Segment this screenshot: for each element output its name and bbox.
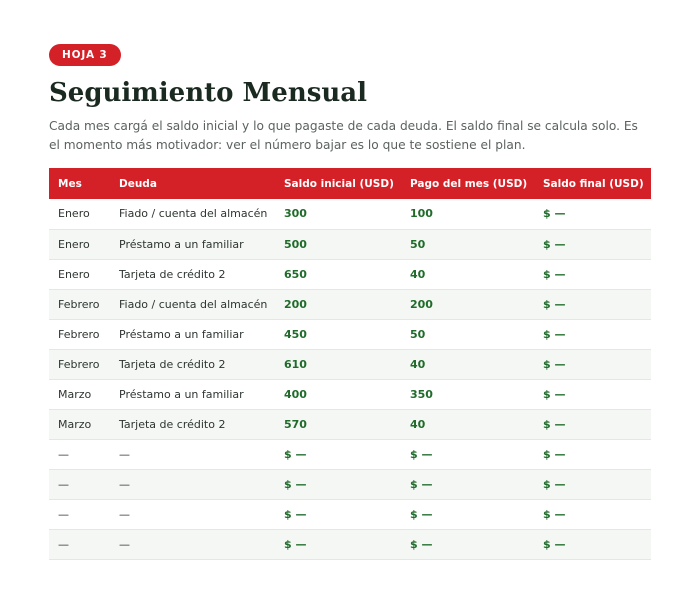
pago-del-mes-cell[interactable]: 40 xyxy=(410,267,426,281)
page-description: Cada mes cargá el saldo inicial y lo que pagaste de cada deuda. El saldo final se calcula solo. Es el momento más motivador: ver el número bajar es lo que te sostiene el plan. xyxy=(49,119,638,152)
monthly-tracking-table xyxy=(49,168,651,560)
saldo-inicial-cell[interactable]: 300 xyxy=(284,207,307,221)
mes-cell[interactable]: Marzo xyxy=(58,417,92,431)
table-row xyxy=(49,289,651,319)
pago-del-mes-cell[interactable]: 100 xyxy=(410,207,433,221)
pago-del-mes-cell[interactable]: 40 xyxy=(410,417,426,431)
saldo-final-cell[interactable]: $ — xyxy=(543,357,566,371)
pago-del-mes-cell[interactable]: 50 xyxy=(410,237,426,251)
deuda-cell[interactable]: — xyxy=(119,447,130,461)
saldo-inicial-cell[interactable]: 200 xyxy=(284,297,307,311)
saldo-inicial-cell[interactable]: 400 xyxy=(284,387,307,401)
saldo-inicial-cell[interactable]: $ — xyxy=(284,507,307,521)
sheet-badge: HOJA 3 xyxy=(49,44,121,66)
saldo-inicial-cell[interactable]: $ — xyxy=(284,537,307,551)
saldo-final-cell[interactable]: $ — xyxy=(543,447,566,461)
table-row xyxy=(49,229,651,259)
saldo-final-cell[interactable]: $ — xyxy=(543,477,566,491)
pago-del-mes-cell[interactable]: $ — xyxy=(410,537,433,551)
table-header-row xyxy=(49,168,651,199)
mes-cell[interactable]: — xyxy=(58,537,69,551)
header-saldo-inicial: Saldo inicial (USD) xyxy=(284,177,394,190)
saldo-final-cell[interactable]: $ — xyxy=(543,507,566,521)
table-row xyxy=(49,259,651,289)
header-pago-del-mes: Pago del mes (USD) xyxy=(410,177,528,190)
deuda-cell[interactable]: — xyxy=(119,537,130,551)
deuda-cell[interactable]: Préstamo a un familiar xyxy=(119,387,244,401)
table-row xyxy=(49,199,651,229)
pago-del-mes-cell[interactable]: 350 xyxy=(410,387,433,401)
table-row xyxy=(49,409,651,439)
deuda-cell[interactable]: Tarjeta de crédito 2 xyxy=(119,267,226,281)
deuda-cell[interactable]: Tarjeta de crédito 2 xyxy=(119,357,226,371)
pago-del-mes-cell[interactable]: 40 xyxy=(410,357,426,371)
table-row xyxy=(49,349,651,379)
saldo-final-cell[interactable]: $ — xyxy=(543,417,566,431)
saldo-final-cell[interactable]: $ — xyxy=(543,207,566,221)
table-row xyxy=(49,469,651,499)
saldo-inicial-cell[interactable]: $ — xyxy=(284,447,307,461)
deuda-cell[interactable]: Fiado / cuenta del almacén xyxy=(119,207,268,221)
mes-cell[interactable]: Marzo xyxy=(58,387,92,401)
saldo-final-cell[interactable]: $ — xyxy=(543,267,566,281)
mes-cell[interactable]: — xyxy=(58,507,69,521)
pago-del-mes-cell[interactable]: 50 xyxy=(410,327,426,341)
table-row xyxy=(49,529,651,559)
deuda-cell[interactable]: Tarjeta de crédito 2 xyxy=(119,417,226,431)
mes-cell[interactable]: Enero xyxy=(58,207,90,221)
deuda-cell[interactable]: Fiado / cuenta del almacén xyxy=(119,297,268,311)
header-deuda: Deuda xyxy=(119,177,157,190)
table-row xyxy=(49,319,651,349)
saldo-inicial-cell[interactable]: 500 xyxy=(284,237,307,251)
header-saldo-final: Saldo final (USD) xyxy=(543,177,644,190)
saldo-inicial-cell[interactable]: 610 xyxy=(284,357,307,371)
pago-del-mes-cell[interactable]: $ — xyxy=(410,477,433,491)
deuda-cell[interactable]: Préstamo a un familiar xyxy=(119,327,244,341)
table-row xyxy=(49,439,651,469)
deuda-cell[interactable]: — xyxy=(119,477,130,491)
mes-cell[interactable]: Febrero xyxy=(58,357,100,371)
saldo-final-cell[interactable]: $ — xyxy=(543,387,566,401)
deuda-cell[interactable]: Préstamo a un familiar xyxy=(119,237,244,251)
saldo-inicial-cell[interactable]: 650 xyxy=(284,267,307,281)
saldo-final-cell[interactable]: $ — xyxy=(543,327,566,341)
table-row xyxy=(49,379,651,409)
pago-del-mes-cell[interactable]: $ — xyxy=(410,447,433,461)
mes-cell[interactable]: — xyxy=(58,447,69,461)
table-row xyxy=(49,499,651,529)
table-body xyxy=(49,199,651,559)
page-title: Seguimiento Mensual xyxy=(49,78,368,108)
saldo-final-cell[interactable]: $ — xyxy=(543,537,566,551)
pago-del-mes-cell[interactable]: $ — xyxy=(410,507,433,521)
mes-cell[interactable]: Febrero xyxy=(58,297,100,311)
saldo-final-cell[interactable]: $ — xyxy=(543,297,566,311)
saldo-inicial-cell[interactable]: 570 xyxy=(284,417,307,431)
mes-cell[interactable]: Enero xyxy=(58,267,90,281)
header-mes: Mes xyxy=(58,177,82,190)
mes-cell[interactable]: Febrero xyxy=(58,327,100,341)
pago-del-mes-cell[interactable]: 200 xyxy=(410,297,433,311)
saldo-inicial-cell[interactable]: $ — xyxy=(284,477,307,491)
mes-cell[interactable]: — xyxy=(58,477,69,491)
saldo-inicial-cell[interactable]: 450 xyxy=(284,327,307,341)
deuda-cell[interactable]: — xyxy=(119,507,130,521)
saldo-final-cell[interactable]: $ — xyxy=(543,237,566,251)
mes-cell[interactable]: Enero xyxy=(58,237,90,251)
